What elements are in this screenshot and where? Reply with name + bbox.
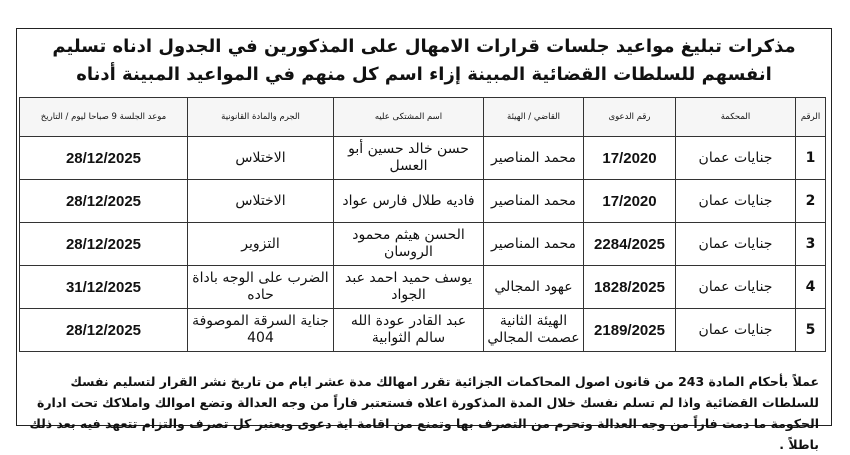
header-crime: الجرم والمادة القانونية xyxy=(188,98,334,137)
row-number: 5 xyxy=(796,309,826,352)
row-case-number: 2189/2025 xyxy=(584,309,676,352)
row-crime: الاختلاس xyxy=(188,180,334,223)
row-court: جنايات عمان xyxy=(676,309,796,352)
row-case-number: 17/2020 xyxy=(584,137,676,180)
court-notice xyxy=(16,28,832,452)
row-court: جنايات عمان xyxy=(676,137,796,180)
row-number: 2 xyxy=(796,180,826,223)
legal-notice-text: عملاً بأحكام المادة 243 من قانون اصول المحاكمات الجزائية تقرر امهالك مدة عشر ايام من تاريخ نشر القرار لتسليم نفسك للسلطات القضائية واذا لم تسلم نفسك خلال المدة المذكورة اعلاه فستعتبر فاراً من وجه العدالة وتضع اموالك واملاكك تحت ادارة الحكومة ما دمت فاراً من وجه العدالة وتحرم من التصرف بها وتمنع من اقامة اية دعوى ويعتبر كل تصرف والتزام تتعهد فيه بعد ذلك باطلاً . xyxy=(29,373,819,452)
header-judge: القاضي / الهيئة xyxy=(484,98,584,137)
notice-headline: مذكرات تبليغ مواعيد جلسات قرارات الامهال على المذكورين في الجدول ادناه تسليم انفسهم للسلطات القضائية المبينة إزاء اسم كل منهم في المواعيد المبينة أدناه xyxy=(52,36,796,85)
row-crime: الضرب على الوجه باداة حاده xyxy=(188,266,334,309)
table-row xyxy=(20,309,826,352)
summons-table xyxy=(19,97,826,352)
row-date: 28/12/2025 xyxy=(20,309,188,352)
header-number: الرقم xyxy=(796,98,826,137)
row-judge: الهيئة الثانية عصمت المجالي xyxy=(484,309,584,352)
table-row xyxy=(20,137,826,180)
row-judge: عهود المجالي xyxy=(484,266,584,309)
header-case-number: رقم الدعوى xyxy=(584,98,676,137)
row-court: جنايات عمان xyxy=(676,266,796,309)
row-court: جنايات عمان xyxy=(676,180,796,223)
header-defendant: اسم المشتكى عليه xyxy=(334,98,484,137)
row-judge: محمد المناصير xyxy=(484,180,584,223)
row-crime: جناية السرقة الموصوفة 404 xyxy=(188,309,334,352)
row-defendant: فاديه طلال فارس عواد xyxy=(334,180,484,223)
row-crime: التزوير xyxy=(188,223,334,266)
row-case-number: 1828/2025 xyxy=(584,266,676,309)
row-defendant: حسن خالد حسين أبو العسل xyxy=(334,137,484,180)
row-court: جنايات عمان xyxy=(676,223,796,266)
row-date: 28/12/2025 xyxy=(20,137,188,180)
row-case-number: 17/2020 xyxy=(584,180,676,223)
header-court: المحكمة xyxy=(676,98,796,137)
row-number: 1 xyxy=(796,137,826,180)
row-defendant: عبد القادر عودة الله سالم الثوابية xyxy=(334,309,484,352)
row-judge: محمد المناصير xyxy=(484,137,584,180)
row-judge: محمد المناصير xyxy=(484,223,584,266)
row-crime: الاختلاس xyxy=(188,137,334,180)
row-defendant: يوسف حميد احمد عبد الجواد xyxy=(334,266,484,309)
table-row xyxy=(20,180,826,223)
header-date: موعد الجلسة 9 صباحا ليوم / التاريخ xyxy=(20,98,188,137)
table-header-row xyxy=(20,98,826,137)
row-number: 3 xyxy=(796,223,826,266)
row-case-number: 2284/2025 xyxy=(584,223,676,266)
row-date: 31/12/2025 xyxy=(20,266,188,309)
table-row xyxy=(20,266,826,309)
row-date: 28/12/2025 xyxy=(20,223,188,266)
row-date: 28/12/2025 xyxy=(20,180,188,223)
row-defendant: الحسن هيثم محمود الروسان xyxy=(334,223,484,266)
table-row xyxy=(20,223,826,266)
row-number: 4 xyxy=(796,266,826,309)
